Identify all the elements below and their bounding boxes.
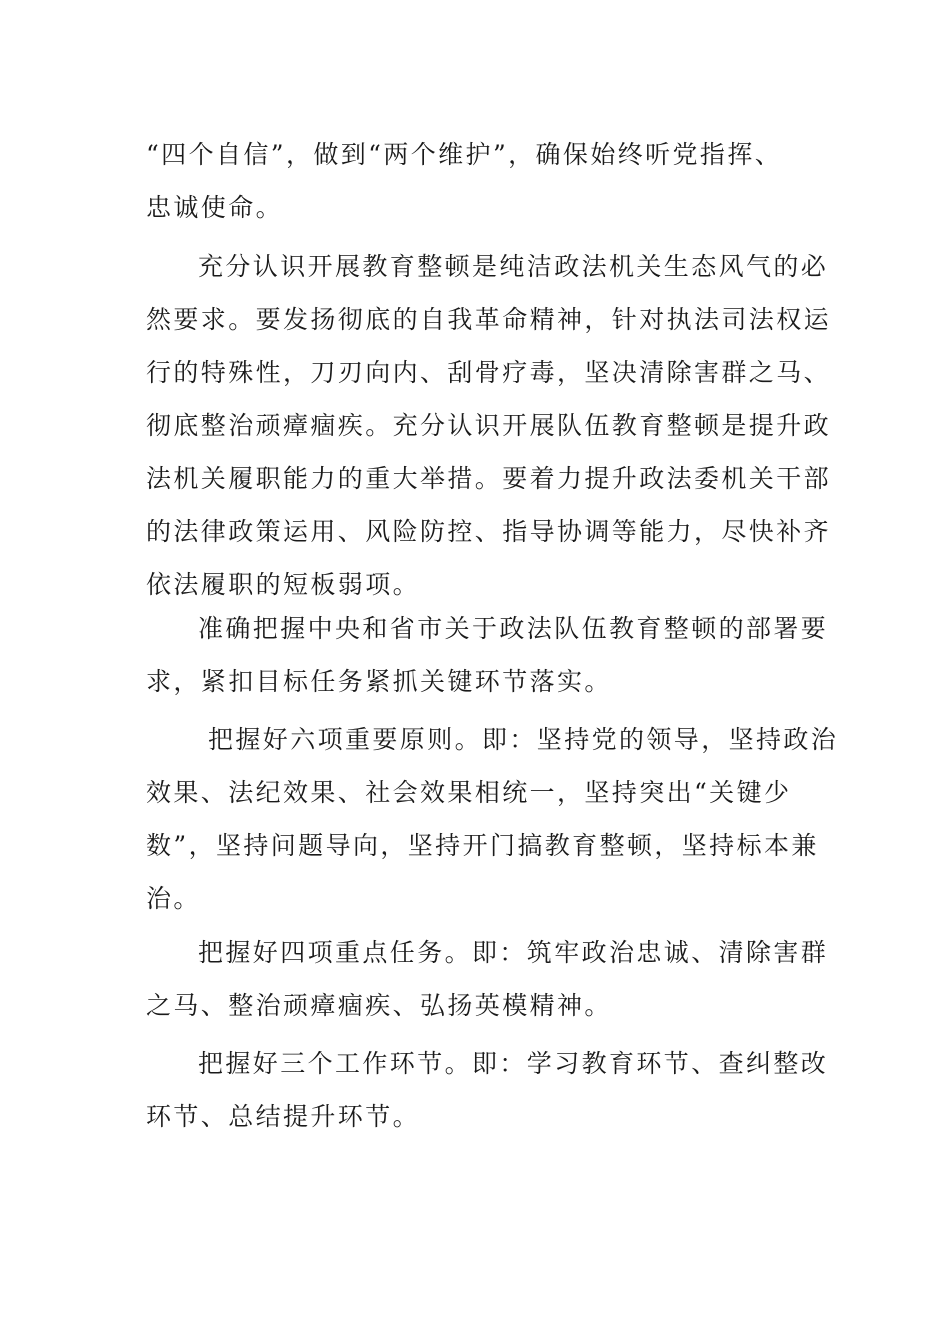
paragraph-line: 之马、整治顽瘴痼疾、弘扬英模精神。 bbox=[146, 991, 612, 1020]
paragraph-line: 效果、法纪效果、社会效果相统一，坚持突出“关键少 bbox=[146, 778, 792, 807]
paragraph-5 bbox=[146, 926, 829, 1032]
paragraph-line: 然要求。要发扬彻底的自我革命精神，针对执法司法权运 bbox=[146, 305, 832, 334]
paragraph-line: 准确把握中央和省市关于政法队伍教育整顿的部署要 bbox=[198, 614, 829, 643]
paragraph-line: 行的特殊性，刀刃向内、刮骨疗毒，坚决清除害群之马、 bbox=[146, 358, 832, 387]
paragraph-line: 把握好四项重点任务。即：筑牢政治忠诚、清除害群 bbox=[198, 938, 829, 967]
paragraph-line: 充分认识开展教育整顿是纯洁政法机关生态风气的必 bbox=[198, 252, 829, 281]
paragraph-line: 把握好六项重要原则。即：坚持党的领导，坚持政治 bbox=[208, 725, 839, 754]
paragraph-1 bbox=[146, 128, 796, 234]
paragraph-line: 环节、总结提升环节。 bbox=[146, 1102, 421, 1131]
paragraph-line: 治。 bbox=[146, 884, 201, 913]
paragraph-4 bbox=[146, 713, 839, 925]
paragraph-line: 把握好三个工作环节。即：学习教育环节、查纠整改 bbox=[198, 1049, 829, 1078]
paragraph-line: “四个自信”，做到“两个维护”，确保始终听党指挥、 bbox=[146, 140, 783, 169]
paragraph-line: 依法履职的短板弱项。 bbox=[146, 570, 421, 599]
paragraph-line: 忠诚使命。 bbox=[146, 193, 284, 222]
paragraph-line: 的法律政策运用、风险防控、指导协调等能力，尽快补齐 bbox=[146, 517, 832, 546]
paragraph-line: 求，紧扣目标任务紧抓关键环节落实。 bbox=[146, 667, 612, 696]
paragraph-6 bbox=[146, 1037, 829, 1143]
paragraph-line: 数”，坚持问题导向，坚持开门搞教育整顿，坚持标本兼 bbox=[146, 831, 819, 860]
paragraph-line: 法机关履职能力的重大举措。要着力提升政法委机关干部 bbox=[146, 464, 832, 493]
paragraph-3 bbox=[146, 602, 829, 708]
paragraph-2 bbox=[146, 240, 832, 611]
paragraph-line: 彻底整治顽瘴痼疾。充分认识开展队伍教育整顿是提升政 bbox=[146, 411, 832, 440]
